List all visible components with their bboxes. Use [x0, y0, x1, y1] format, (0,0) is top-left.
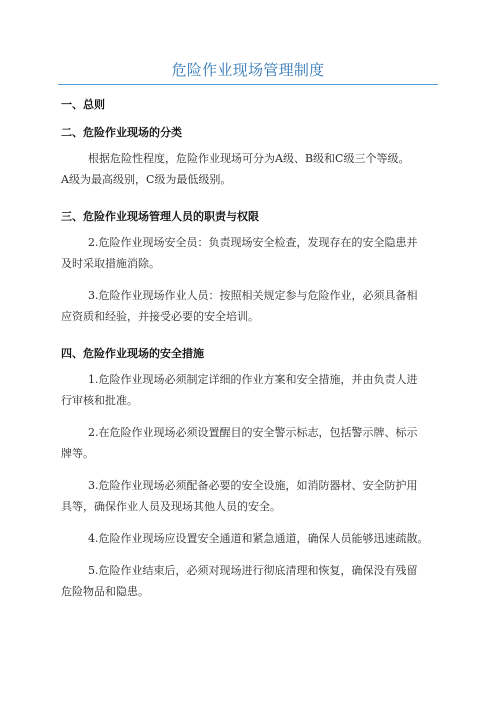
title-divider: [58, 84, 438, 85]
paragraph-measure-3: [61, 475, 445, 517]
paragraph-measure-5: [61, 560, 445, 602]
section-heading-safety-measures: 四、危险作业现场的安全措施: [61, 347, 204, 360]
paragraph-line: 应资质和经验，并接受必要的安全培训。: [61, 310, 259, 323]
paragraph-line: 具等，确保作业人员及现场其他人员的安全。: [61, 500, 281, 513]
paragraph-line: 5.危险作业结束后，必须对现场进行彻底清理和恢复，确保没有残留: [88, 564, 418, 577]
paragraph-line: A级为最高级别，C级为最低级别。: [61, 173, 232, 186]
paragraph-line: 3.危险作业现场必须配备必要的安全设施，如消防器材、安全防护用: [88, 479, 418, 492]
paragraph-line: 1.危险作业现场必须制定详细的作业方案和安全措施，并由负责人进: [88, 373, 418, 386]
paragraph-measure-1: [61, 369, 445, 411]
paragraph-measure-4: [61, 528, 445, 549]
paragraph-line: 2.在危险作业现场必须设置醒目的安全警示标志，包括警示牌、标示: [88, 426, 418, 439]
paragraph-line: 2.危险作业现场安全员：负责现场安全检查，发现存在的安全隐患并: [88, 236, 418, 249]
paragraph-safety-officer: [61, 232, 445, 274]
paragraph-measure-2: [61, 422, 445, 464]
paragraph-line: 4.危险作业现场应设置安全通道和紧急通道，确保人员能够迅速疏散。: [88, 532, 429, 545]
paragraph-line: 根据危险性程度，危险作业现场可分为A级、B级和C级三个等级。: [88, 152, 410, 165]
paragraph-workers: [61, 285, 445, 327]
section-heading-classification: 二、危险作业现场的分类: [61, 126, 182, 139]
paragraph-line: 行审核和批准。: [61, 394, 138, 407]
paragraph-line: 3.危险作业现场作业人员：按照相关规定参与危险作业，必须具备相: [88, 289, 418, 302]
paragraph-classification: [61, 148, 445, 190]
paragraph-line: 危险物品和隐患。: [61, 585, 149, 598]
section-heading-responsibilities: 三、危险作业现场管理人员的职责与权限: [61, 210, 259, 223]
document-title: 危险作业现场管理制度: [171, 61, 325, 79]
section-heading-general: 一、总则: [61, 98, 105, 111]
paragraph-line: 牌等。: [61, 447, 94, 460]
paragraph-line: 及时采取措施消除。: [61, 257, 160, 270]
